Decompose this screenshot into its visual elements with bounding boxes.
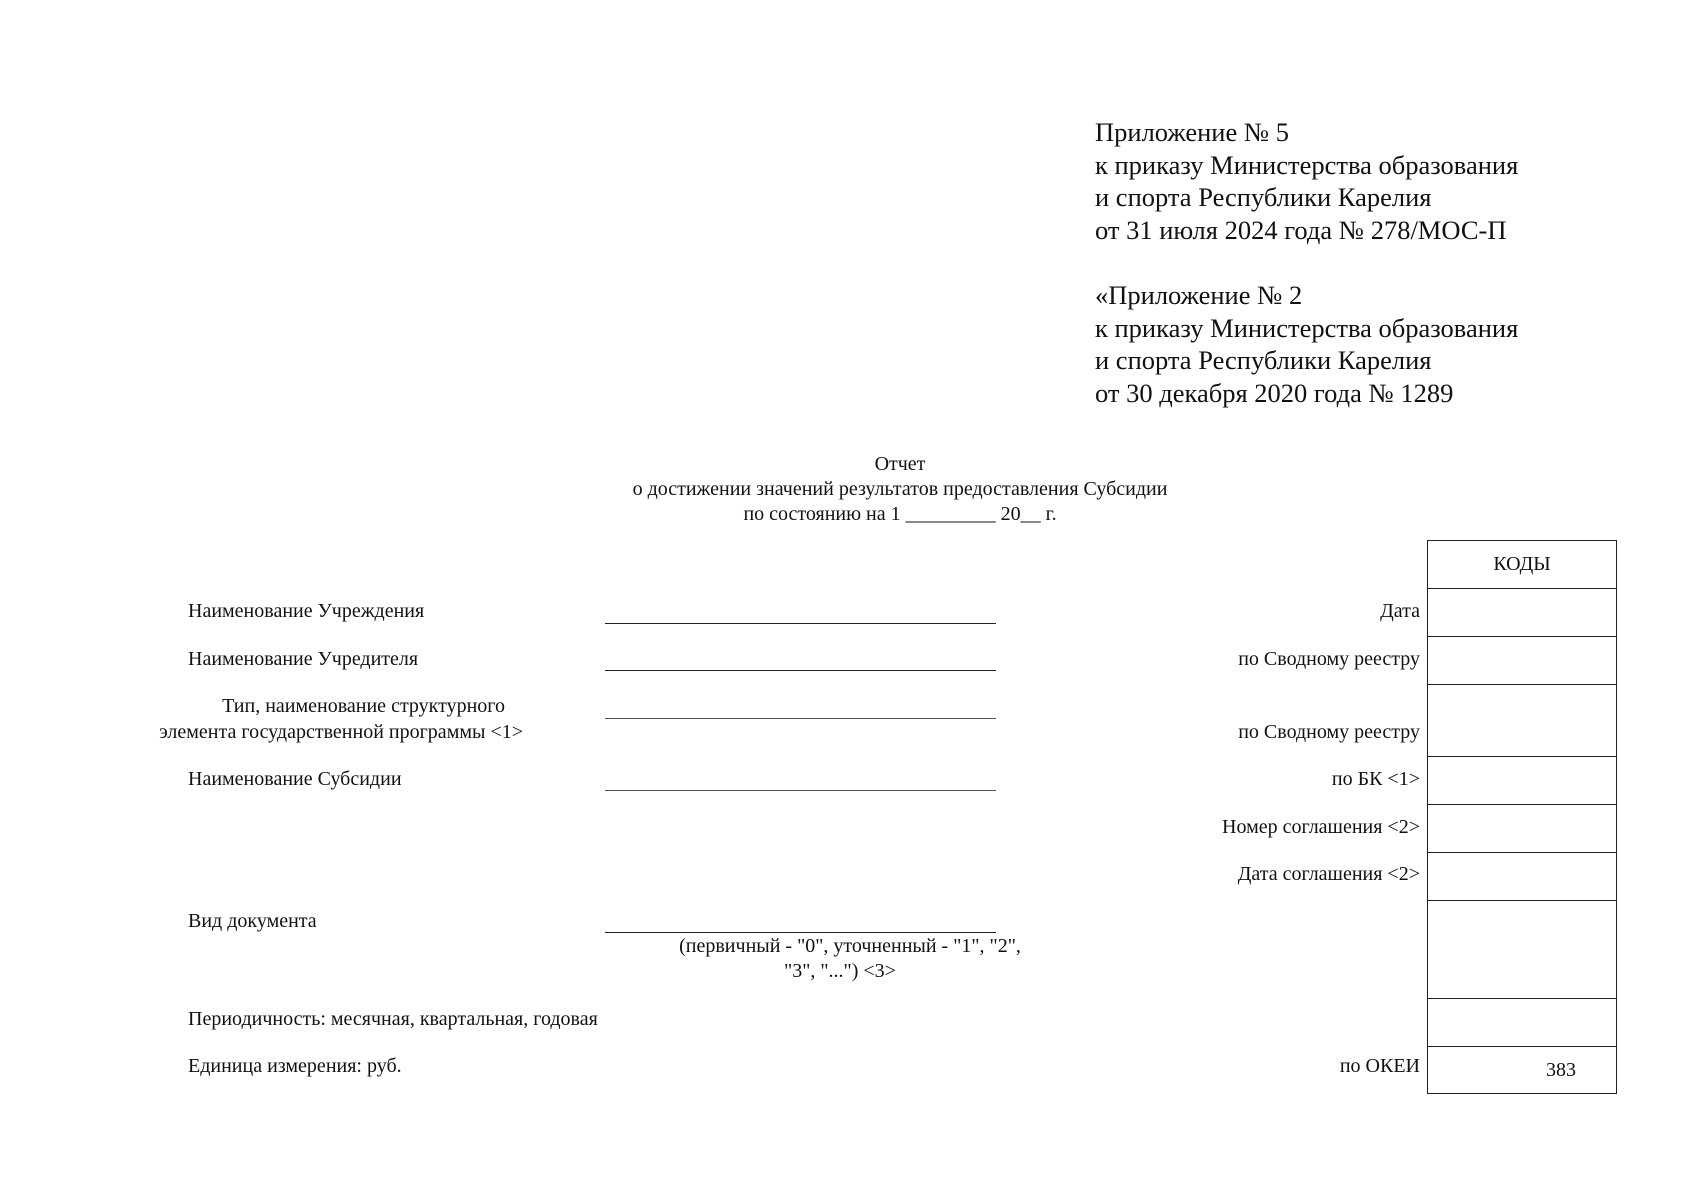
report-title: Отчет <box>874 453 926 475</box>
report-subtitle: о достижении значений результатов предоставления Субсидии <box>632 478 1168 500</box>
program-element-fill-line[interactable] <box>605 718 996 719</box>
field-label-periodicity: Периодичность: месячная, квартальная, годовая <box>188 1008 598 1030</box>
right-label-registry: по Сводному реестру <box>1238 648 1420 670</box>
appendix-header-current <box>1095 116 1615 246</box>
field-label-program-element-2: элемента государственной программы <1> <box>159 721 523 743</box>
doc-type-hint: (первичный - "0", уточненный - "1", "2", <box>679 935 1021 957</box>
right-label-bk: по БК <1> <box>1331 768 1420 790</box>
codes-table <box>1427 540 1617 1094</box>
field-label-founder: Наименование Учредителя <box>188 648 419 670</box>
appendix-line: Приложение № 5 <box>1095 117 1290 147</box>
appendix-line: от 30 декабря 2020 года № 1289 <box>1095 377 1454 408</box>
field-label-program-element-1: Тип, наименование структурного <box>222 695 505 717</box>
codes-header: КОДЫ <box>1428 541 1616 589</box>
right-label-date: Дата <box>1380 600 1420 622</box>
field-label-institution: Наименование Учреждения <box>188 600 425 622</box>
doc-type-fill-line[interactable] <box>605 932 996 933</box>
code-cell-okei: 383 <box>1546 1058 1576 1081</box>
founder-fill-line[interactable] <box>605 670 996 671</box>
right-label-okei: по ОКЕИ <box>1339 1055 1420 1077</box>
code-cell-agreement-date[interactable] <box>1428 853 1616 901</box>
code-cell-periodicity[interactable] <box>1428 999 1616 1047</box>
subsidy-fill-line[interactable] <box>605 790 996 791</box>
appendix-line: и спорта Республики Карелия <box>1095 345 1432 375</box>
code-cell-doc-type[interactable] <box>1428 901 1616 999</box>
appendix-line: «Приложение № 2 <box>1095 280 1303 310</box>
right-label-registry-second: по Сводному реестру <box>1238 721 1420 743</box>
field-label-doc-type: Вид документа <box>188 910 317 932</box>
appendix-line: к приказу Министерства образования <box>1095 312 1519 343</box>
appendix-line: к приказу Министерства образования <box>1095 149 1519 180</box>
doc-type-hint-cont: "3", "...") <3> <box>784 960 896 982</box>
appendix-line: и спорта Республики Карелия <box>1095 182 1432 212</box>
code-cell-registry[interactable] <box>1428 637 1616 685</box>
field-label-unit: Единица измерения: руб. <box>188 1055 402 1077</box>
right-label-agreement-date: Дата соглашения <2> <box>1237 863 1420 885</box>
appendix-line: от 31 июля 2024 года № 278/МОС-П <box>1095 214 1507 245</box>
code-cell-agreement-number[interactable] <box>1428 805 1616 853</box>
institution-fill-line[interactable] <box>605 623 996 624</box>
code-cell-date[interactable] <box>1428 589 1616 637</box>
report-date-line: по состоянию на 1 _________ 20__ г. <box>743 503 1057 525</box>
appendix-header-original <box>1095 279 1615 409</box>
right-label-agreement-number: Номер соглашения <2> <box>1222 816 1420 838</box>
field-label-subsidy: Наименование Субсидии <box>188 768 402 790</box>
code-cell-registry-second[interactable] <box>1428 685 1616 757</box>
code-cell-bk[interactable] <box>1428 757 1616 805</box>
